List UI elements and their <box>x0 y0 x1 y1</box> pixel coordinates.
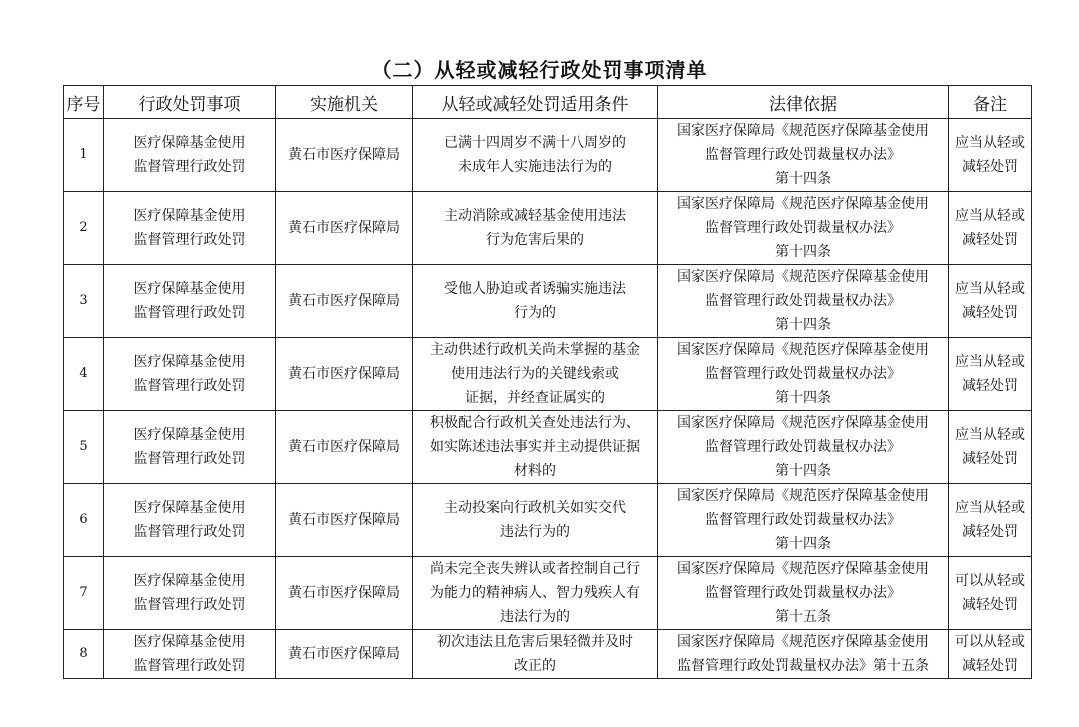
table-header-row <box>64 86 1032 119</box>
cell-line: 减轻处罚 <box>962 451 1018 467</box>
cell-org: 黄石市医疗保障局 <box>276 192 413 265</box>
cell-line: 已满十四周岁不满十八周岁的 <box>444 135 626 151</box>
cell-note <box>949 192 1032 265</box>
cell-law <box>658 411 949 484</box>
cell-line: 第十四条 <box>775 244 831 260</box>
cell-line: 违法行为的 <box>500 609 570 625</box>
cell-line: 医疗保障基金使用 <box>133 500 246 516</box>
cell-note <box>949 484 1032 557</box>
cell-line: 尚未完全丧失辨认或者控制自己行 <box>430 561 640 577</box>
cell-line: 监督管理行政处罚裁量权办法》 <box>705 366 901 382</box>
cell-line: 监督管理行政处罚裁量权办法》 <box>705 585 901 601</box>
cell-line: 减轻处罚 <box>962 232 1018 248</box>
cell-line: 国家医疗保障局《规范医疗保障基金使用 <box>677 415 929 431</box>
cell-line: 使用违法行为的关键线索或 <box>451 366 619 382</box>
cell-law <box>658 630 949 679</box>
cell-line: 主动供述行政机关尚未掌握的基金 <box>430 342 640 358</box>
table-row <box>64 484 1032 557</box>
cell-note <box>949 557 1032 630</box>
cell-seq: 1 <box>64 119 104 192</box>
cell-line: 应当从轻或 <box>955 500 1025 516</box>
cell-item <box>104 265 276 338</box>
cell-line: 改正的 <box>514 658 556 674</box>
cell-line: 医疗保障基金使用 <box>133 573 246 589</box>
cell-line: 材料的 <box>514 463 556 479</box>
cell-note <box>949 411 1032 484</box>
cell-line: 减轻处罚 <box>962 159 1018 175</box>
cell-line: 减轻处罚 <box>962 597 1018 613</box>
cell-org: 黄石市医疗保障局 <box>276 119 413 192</box>
cell-line: 监督管理行政处罚裁量权办法》 <box>705 220 901 236</box>
cell-org: 黄石市医疗保障局 <box>276 557 413 630</box>
cell-line: 受他人胁迫或者诱骗实施违法 <box>444 281 626 297</box>
cell-line: 监督管理行政处罚裁量权办法》第十五条 <box>677 658 929 674</box>
cell-line: 可以从轻或 <box>955 573 1025 589</box>
cell-line: 国家医疗保障局《规范医疗保障基金使用 <box>677 634 929 650</box>
cell-item <box>104 119 276 192</box>
cell-line: 行为的 <box>514 305 556 321</box>
cell-line: 应当从轻或 <box>955 281 1025 297</box>
cell-line: 证据，并经查证属实的 <box>465 390 605 406</box>
cell-law <box>658 557 949 630</box>
cell-line: 为能力的精神病人、智力残疾人有 <box>430 585 640 601</box>
cell-line: 监督管理行政处罚裁量权办法》 <box>705 439 901 455</box>
cell-line: 监督管理行政处罚裁量权办法》 <box>705 147 901 163</box>
cell-line: 国家医疗保障局《规范医疗保障基金使用 <box>677 269 929 285</box>
cell-item <box>104 630 276 679</box>
cell-line: 监督管理行政处罚 <box>133 524 246 540</box>
cell-line: 应当从轻或 <box>955 135 1025 151</box>
cell-line: 主动投案向行政机关如实交代 <box>444 500 626 516</box>
cell-line: 国家医疗保障局《规范医疗保障基金使用 <box>677 196 929 212</box>
cell-seq: 3 <box>64 265 104 338</box>
table-row <box>64 338 1032 411</box>
cell-condition <box>413 265 658 338</box>
cell-law <box>658 265 949 338</box>
table-row <box>64 265 1032 338</box>
table-row <box>64 411 1032 484</box>
cell-note <box>949 265 1032 338</box>
cell-condition <box>413 338 658 411</box>
cell-seq: 2 <box>64 192 104 265</box>
cell-line: 监督管理行政处罚 <box>133 451 246 467</box>
cell-line: 医疗保障基金使用 <box>133 135 246 151</box>
cell-line: 第十四条 <box>775 390 831 406</box>
cell-condition <box>413 557 658 630</box>
cell-note <box>949 119 1032 192</box>
cell-seq: 8 <box>64 630 104 679</box>
cell-line: 国家医疗保障局《规范医疗保障基金使用 <box>677 342 929 358</box>
cell-line: 医疗保障基金使用 <box>133 427 246 443</box>
cell-line: 国家医疗保障局《规范医疗保障基金使用 <box>677 488 929 504</box>
cell-item <box>104 411 276 484</box>
cell-line: 监督管理行政处罚 <box>133 232 246 248</box>
cell-line: 应当从轻或 <box>955 208 1025 224</box>
cell-org: 黄石市医疗保障局 <box>276 630 413 679</box>
cell-line: 国家医疗保障局《规范医疗保障基金使用 <box>677 123 929 139</box>
cell-line: 初次违法且危害后果轻微并及时 <box>437 634 633 650</box>
cell-line: 医疗保障基金使用 <box>133 281 246 297</box>
cell-line: 应当从轻或 <box>955 354 1025 370</box>
header-condition: 从轻或减轻处罚适用条件 <box>413 86 658 119</box>
cell-seq: 4 <box>64 338 104 411</box>
cell-condition <box>413 411 658 484</box>
cell-seq: 6 <box>64 484 104 557</box>
cell-seq: 5 <box>64 411 104 484</box>
table-row <box>64 119 1032 192</box>
cell-line: 第十四条 <box>775 171 831 187</box>
cell-item <box>104 557 276 630</box>
cell-line: 如实陈述违法事实并主动提供证据 <box>430 439 640 455</box>
cell-condition <box>413 192 658 265</box>
header-item: 行政处罚事项 <box>104 86 276 119</box>
cell-line: 第十四条 <box>775 317 831 333</box>
cell-law <box>658 192 949 265</box>
header-org: 实施机关 <box>276 86 413 119</box>
cell-line: 第十四条 <box>775 463 831 479</box>
cell-line: 第十五条 <box>775 609 831 625</box>
cell-org: 黄石市医疗保障局 <box>276 484 413 557</box>
cell-item <box>104 484 276 557</box>
cell-law <box>658 484 949 557</box>
cell-line: 医疗保障基金使用 <box>133 634 246 650</box>
table-row <box>64 557 1032 630</box>
page-title: （二）从轻或减轻行政处罚事项清单 <box>371 58 708 82</box>
cell-line: 监督管理行政处罚裁量权办法》 <box>705 293 901 309</box>
cell-line: 监督管理行政处罚裁量权办法》 <box>705 512 901 528</box>
cell-line: 监督管理行政处罚 <box>133 378 246 394</box>
cell-condition <box>413 630 658 679</box>
cell-line: 第十四条 <box>775 536 831 552</box>
header-seq: 序号 <box>64 86 104 119</box>
cell-law <box>658 338 949 411</box>
cell-line: 国家医疗保障局《规范医疗保障基金使用 <box>677 561 929 577</box>
cell-line: 可以从轻或 <box>955 634 1025 650</box>
cell-line: 主动消除或减轻基金使用违法 <box>444 208 626 224</box>
penalty-table <box>63 85 1032 679</box>
cell-line: 行为危害后果的 <box>486 232 584 248</box>
cell-org: 黄石市医疗保障局 <box>276 411 413 484</box>
cell-line: 减轻处罚 <box>962 524 1018 540</box>
cell-item <box>104 192 276 265</box>
cell-condition <box>413 484 658 557</box>
cell-line: 减轻处罚 <box>962 378 1018 394</box>
cell-line: 积极配合行政机关查处违法行为、 <box>430 415 640 431</box>
cell-org: 黄石市医疗保障局 <box>276 265 413 338</box>
cell-line: 减轻处罚 <box>962 305 1018 321</box>
cell-line: 监督管理行政处罚 <box>133 159 246 175</box>
cell-line: 医疗保障基金使用 <box>133 354 246 370</box>
cell-note <box>949 630 1032 679</box>
table-row <box>64 630 1032 679</box>
cell-seq: 7 <box>64 557 104 630</box>
cell-line: 未成年人实施违法行为的 <box>458 159 612 175</box>
cell-line: 监督管理行政处罚 <box>133 305 246 321</box>
cell-note <box>949 338 1032 411</box>
table-row <box>64 192 1032 265</box>
cell-line: 监督管理行政处罚 <box>133 658 246 674</box>
header-note: 备注 <box>949 86 1032 119</box>
cell-law <box>658 119 949 192</box>
cell-line: 减轻处罚 <box>962 658 1018 674</box>
cell-item <box>104 338 276 411</box>
cell-org: 黄石市医疗保障局 <box>276 338 413 411</box>
cell-line: 监督管理行政处罚 <box>133 597 246 613</box>
header-law: 法律依据 <box>658 86 949 119</box>
cell-condition <box>413 119 658 192</box>
cell-line: 医疗保障基金使用 <box>133 208 246 224</box>
cell-line: 违法行为的 <box>500 524 570 540</box>
cell-line: 应当从轻或 <box>955 427 1025 443</box>
